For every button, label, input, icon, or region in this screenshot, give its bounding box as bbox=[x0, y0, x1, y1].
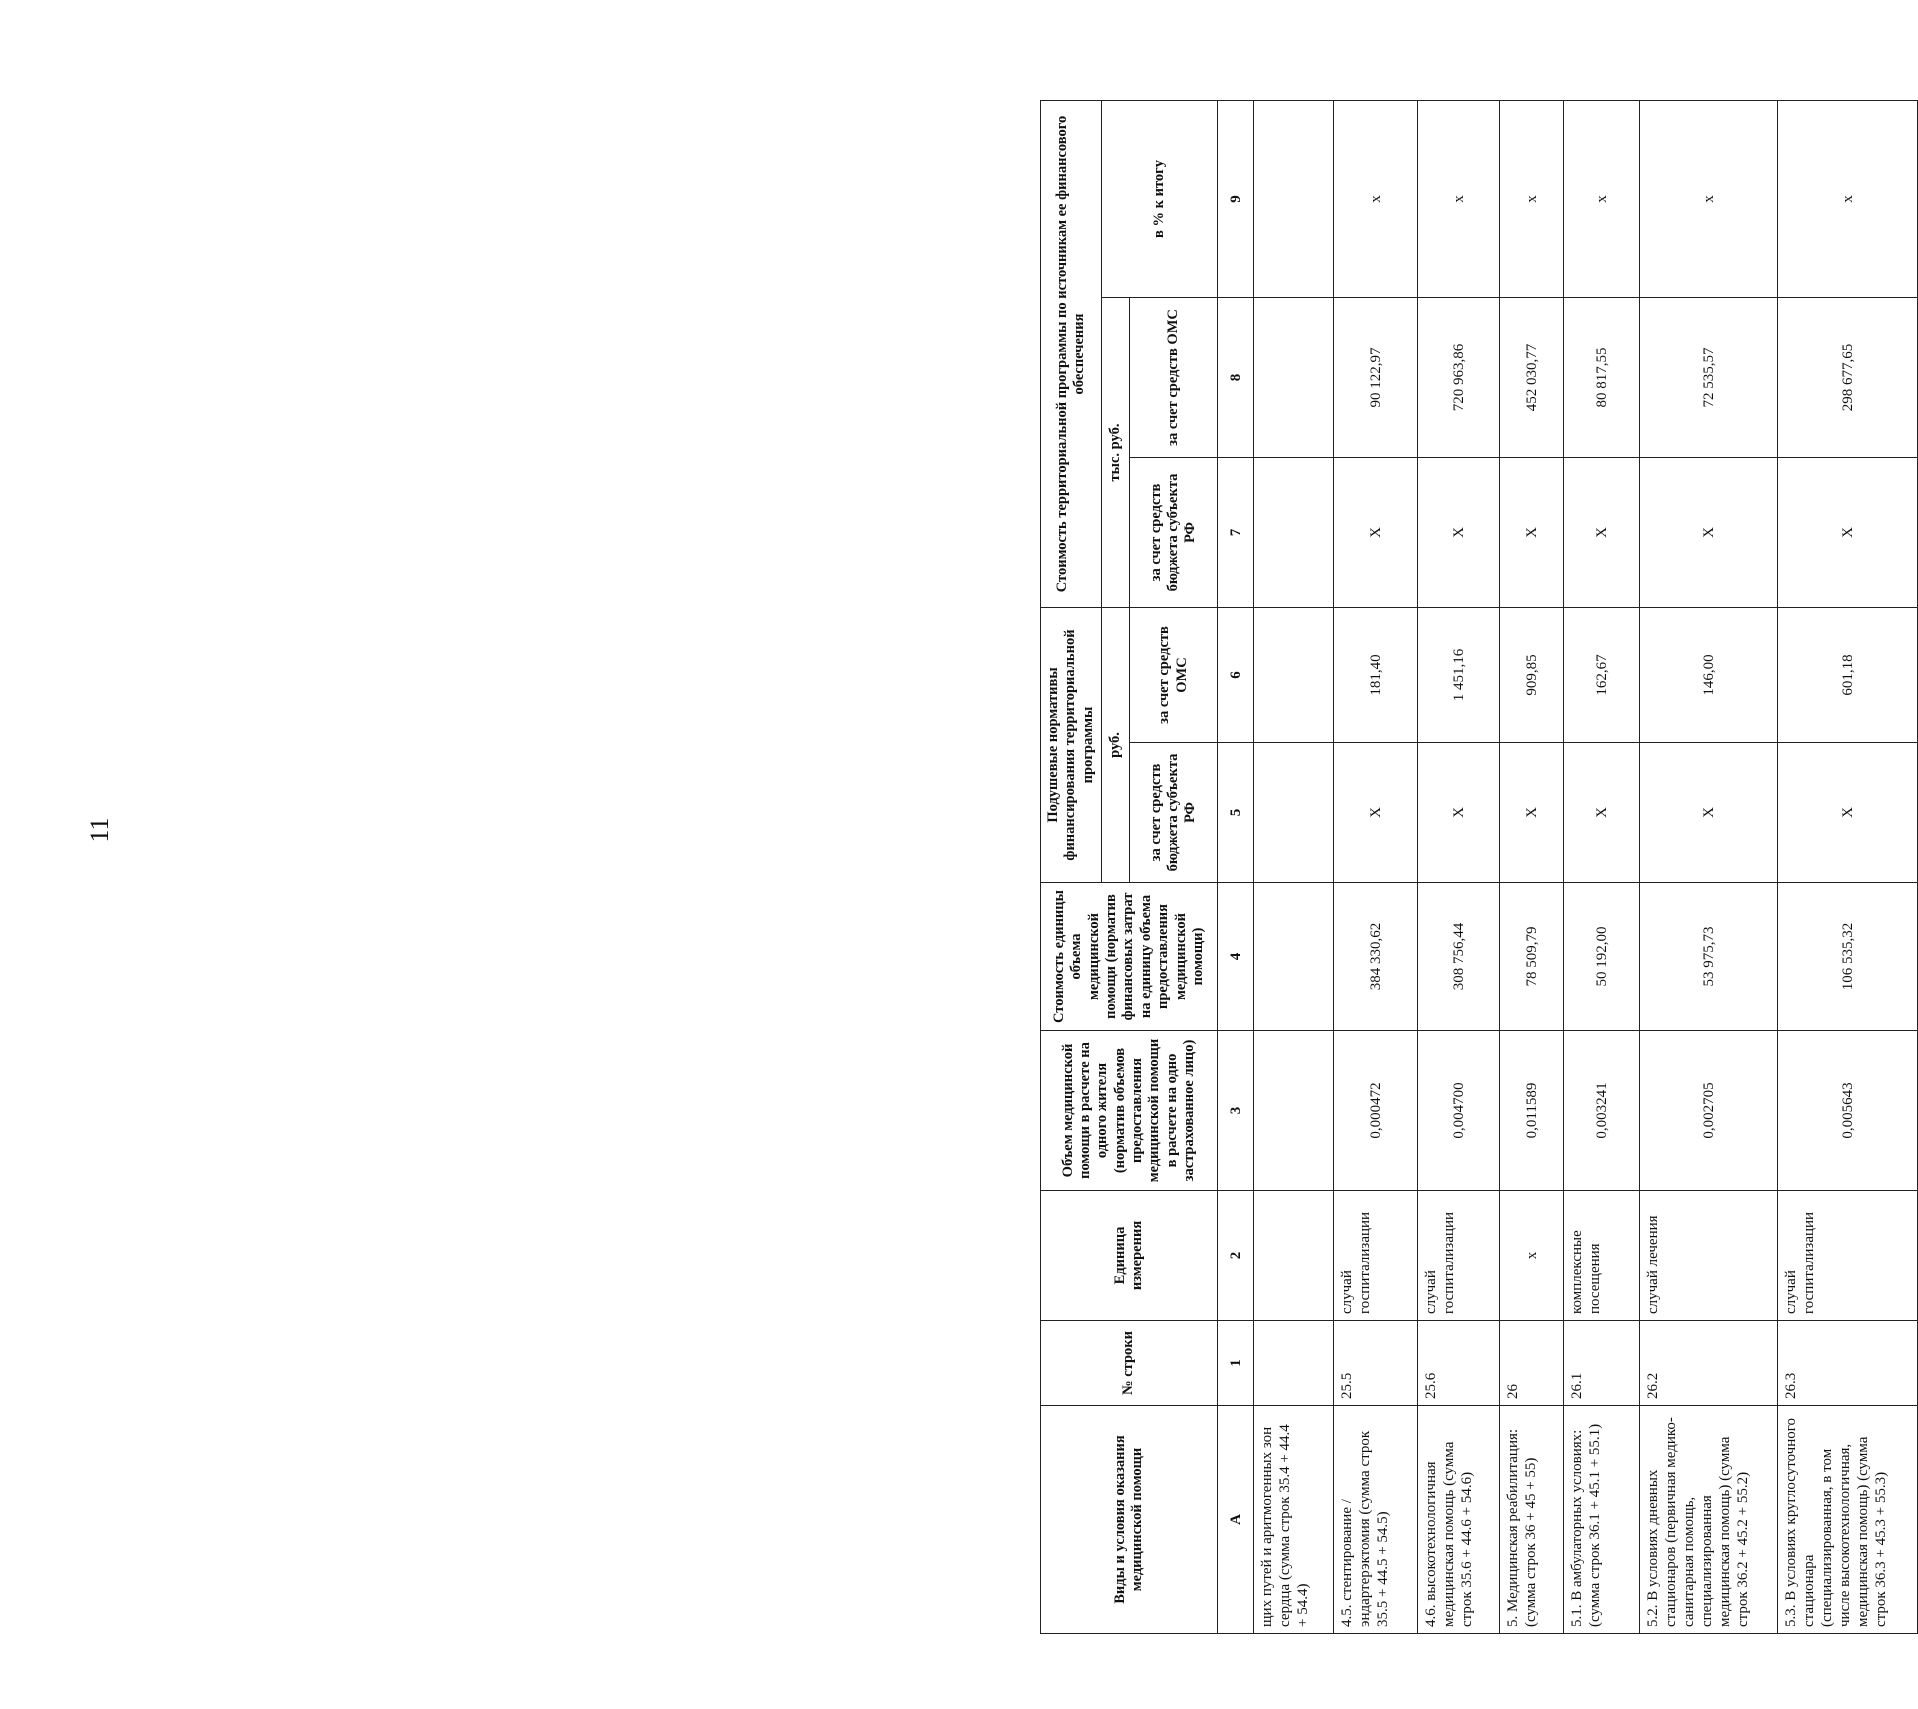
row-unit: случай лечения bbox=[1640, 1191, 1778, 1321]
row-c7: X bbox=[1500, 458, 1564, 608]
row-unit bbox=[1254, 1191, 1334, 1321]
row-c7: X bbox=[1418, 458, 1500, 608]
row-name: 5.1. В амбулаторных условиях: (сумма строк 36.1 + 45.1 + 55.1) bbox=[1564, 1406, 1640, 1634]
row-c8: 80 817,55 bbox=[1564, 298, 1640, 458]
row-c6: 1 451,16 bbox=[1418, 608, 1500, 743]
row-cost bbox=[1254, 883, 1334, 1031]
row-cost: 53 975,73 bbox=[1640, 883, 1778, 1031]
header-per-capita: Подушевые нормативы финансирования территориальной программы bbox=[1041, 608, 1102, 883]
header-unit: Единица измерения bbox=[1041, 1191, 1218, 1321]
row-name: 4.5. стентирование / эндартерэктомия (сумма строк 35.5 + 44.5 + 54.5) bbox=[1334, 1406, 1418, 1634]
row-c7: X bbox=[1778, 458, 1918, 608]
row-c7: X bbox=[1334, 458, 1418, 608]
page-number: 11 bbox=[85, 817, 114, 843]
header-budget-rub: за счет средств бюджета субъекта РФ bbox=[1130, 743, 1218, 883]
row-number: 25.5 bbox=[1334, 1321, 1418, 1406]
col-number: 1 bbox=[1218, 1321, 1254, 1406]
row-volume: 0,002705 bbox=[1640, 1031, 1778, 1191]
col-number: 6 bbox=[1218, 608, 1254, 743]
row-c5 bbox=[1254, 743, 1334, 883]
row-number: 26.3 bbox=[1778, 1321, 1918, 1406]
row-name: 5.2. В условиях дневных стационаров (первичная медико-санитарная помощь, специализированная медицинская помощь) (сумма строк 36.2 + 45.2 + 55.2) bbox=[1640, 1406, 1778, 1634]
row-c5: X bbox=[1334, 743, 1418, 883]
row-c8: 72 535,57 bbox=[1640, 298, 1778, 458]
row-c6: 162,67 bbox=[1564, 608, 1640, 743]
header-types: Виды и условия оказания медицинской помощи bbox=[1041, 1406, 1218, 1634]
row-c9: x bbox=[1418, 101, 1500, 298]
row-c9: x bbox=[1500, 101, 1564, 298]
row-c6: 181,40 bbox=[1334, 608, 1418, 743]
program-cost-table bbox=[1040, 100, 1918, 1634]
row-unit: комплексные посещения bbox=[1564, 1191, 1640, 1321]
row-cost: 78 509,79 bbox=[1500, 883, 1564, 1031]
table-container bbox=[1040, 101, 1910, 1634]
col-number: 5 bbox=[1218, 743, 1254, 883]
row-c5: X bbox=[1564, 743, 1640, 883]
row-name: щих путей и аритмогенных зон сердца (сумма строк 35.4 + 44.4 + 54.4) bbox=[1254, 1406, 1334, 1634]
row-c5: X bbox=[1640, 743, 1778, 883]
row-unit: x bbox=[1500, 1191, 1564, 1321]
row-c7 bbox=[1254, 458, 1334, 608]
row-volume: 0,005643 bbox=[1778, 1031, 1918, 1191]
col-number: 3 bbox=[1218, 1031, 1254, 1191]
header-cost-total: Стоимость территориальной программы по источникам ее финансового обеспечения bbox=[1041, 101, 1102, 608]
row-c6: 146,00 bbox=[1640, 608, 1778, 743]
row-c7: X bbox=[1564, 458, 1640, 608]
row-c8: 90 122,97 bbox=[1334, 298, 1418, 458]
row-c5: X bbox=[1418, 743, 1500, 883]
row-c8: 720 963,86 bbox=[1418, 298, 1500, 458]
row-c9 bbox=[1254, 101, 1334, 298]
row-volume: 0,004700 bbox=[1418, 1031, 1500, 1191]
row-number: 26.2 bbox=[1640, 1321, 1778, 1406]
row-c9: x bbox=[1564, 101, 1640, 298]
row-c6: 601,18 bbox=[1778, 608, 1918, 743]
row-number: 25.6 bbox=[1418, 1321, 1500, 1406]
col-number: 9 bbox=[1218, 101, 1254, 298]
row-name: 5. Медицинская реабилитация: (сумма строк 36 + 45 + 55) bbox=[1500, 1406, 1564, 1634]
header-oms-thous: за счет средств ОМС bbox=[1130, 298, 1218, 458]
row-number bbox=[1254, 1321, 1334, 1406]
row-c9: x bbox=[1778, 101, 1918, 298]
row-c9: x bbox=[1334, 101, 1418, 298]
col-number: 7 bbox=[1218, 458, 1254, 608]
row-name: 5.3. В условиях круглосуточного стационара (специализированная, в том числе высокотехнологичная, медицинская помощь) (сумма строк 36.3 + 45.3 + 55.3) bbox=[1778, 1406, 1918, 1634]
row-c8: 452 030,77 bbox=[1500, 298, 1564, 458]
table-row bbox=[1334, 101, 1418, 1634]
row-c9: x bbox=[1640, 101, 1778, 298]
table-row bbox=[1418, 101, 1500, 1634]
table-row bbox=[1564, 101, 1640, 1634]
table-row bbox=[1778, 101, 1918, 1634]
header-row-number: № строки bbox=[1041, 1321, 1218, 1406]
row-name: 4.6. высокотехнологичная медицинская помощь (сумма строк 35.6 + 44.6 + 54.6) bbox=[1418, 1406, 1500, 1634]
row-c6 bbox=[1254, 608, 1334, 743]
row-cost: 106 535,32 bbox=[1778, 883, 1918, 1031]
row-c5: X bbox=[1500, 743, 1564, 883]
row-cost: 50 192,00 bbox=[1564, 883, 1640, 1031]
row-volume: 0,011589 bbox=[1500, 1031, 1564, 1191]
header-thous-rub: тыс. руб. bbox=[1102, 298, 1130, 608]
header-volume: Объем медицинской помощи в расчете на одного жителя (норматив объемов предоставления медицинской помощи в расчете на одно застрахованное лицо) bbox=[1041, 1031, 1218, 1191]
header-percent: в % к итогу bbox=[1102, 101, 1218, 298]
row-volume: 0,003241 bbox=[1564, 1031, 1640, 1191]
col-number: 8 bbox=[1218, 298, 1254, 458]
col-number: 2 bbox=[1218, 1191, 1254, 1321]
row-cost: 308 756,44 bbox=[1418, 883, 1500, 1031]
row-unit: случай госпитализации bbox=[1778, 1191, 1918, 1321]
row-number: 26.1 bbox=[1564, 1321, 1640, 1406]
row-volume bbox=[1254, 1031, 1334, 1191]
row-unit: случай госпитализации bbox=[1418, 1191, 1500, 1321]
row-c5: X bbox=[1778, 743, 1918, 883]
row-number: 26 bbox=[1500, 1321, 1564, 1406]
row-c8: 298 677,65 bbox=[1778, 298, 1918, 458]
table-row bbox=[1640, 101, 1778, 1634]
table-row bbox=[1254, 101, 1334, 1634]
row-unit: случай госпитализации bbox=[1334, 1191, 1418, 1321]
row-volume: 0,000472 bbox=[1334, 1031, 1418, 1191]
table-row bbox=[1500, 101, 1564, 1634]
row-c8 bbox=[1254, 298, 1334, 458]
row-c7: X bbox=[1640, 458, 1778, 608]
row-c6: 909,85 bbox=[1500, 608, 1564, 743]
header-budget-thous: за счет средств бюджета субъекта РФ bbox=[1130, 458, 1218, 608]
header-rub: руб. bbox=[1102, 608, 1130, 883]
row-cost: 384 330,62 bbox=[1334, 883, 1418, 1031]
header-oms-rub: за счет средств ОМС bbox=[1130, 608, 1218, 743]
header-cost-unit: Стоимость единицы объема медицинской помощи (норматив финансовых затрат на единицу объема предоставления медицинской помощи) bbox=[1041, 883, 1218, 1031]
col-number: 4 bbox=[1218, 883, 1254, 1031]
col-number: А bbox=[1218, 1406, 1254, 1634]
